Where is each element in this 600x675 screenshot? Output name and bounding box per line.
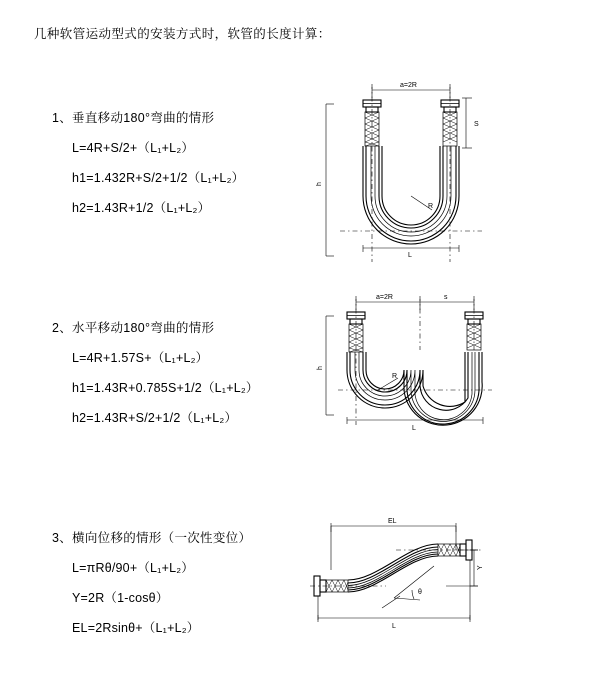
section-2-formula-3: h2=1.43R+S/2+1/2（L₁+L₂） — [72, 411, 238, 425]
svg-text:L: L — [392, 623, 396, 630]
section-2-text — [52, 318, 302, 426]
page-title: 几种软管运动型式的安装方式时，软管的长度计算： — [34, 27, 331, 41]
lateral-offset-diagram — [296, 510, 496, 640]
section-1-text — [52, 108, 302, 216]
svg-text:a=2R: a=2R — [400, 82, 417, 89]
svg-text:R: R — [428, 203, 434, 210]
horizontal-180-bend-diagram — [316, 290, 501, 450]
svg-text:s: s — [444, 294, 448, 301]
section-3-title: 3、横向位移的情形（一次性变位） — [52, 531, 252, 545]
section-1-formula-1: L=4R+S/2+（L₁+L₂） — [72, 141, 195, 155]
svg-text:h: h — [316, 182, 323, 186]
svg-text:L: L — [408, 252, 412, 259]
section-3-formula-3: EL=2Rsinθ+（L₁+L₂） — [72, 621, 200, 635]
svg-text:Y: Y — [477, 565, 484, 570]
svg-text:L: L — [412, 425, 416, 432]
section-1-formula-2: h1=1.432R+S/2+1/2（L₁+L₂） — [72, 171, 245, 185]
svg-text:θ: θ — [418, 589, 422, 596]
section-2-formula-1: L=4R+1.57S+（L₁+L₂） — [72, 351, 209, 365]
section-2-formula-2: h1=1.43R+0.785S+1/2（L₁+L₂） — [72, 381, 259, 395]
svg-text:a=2R: a=2R — [376, 294, 393, 301]
section-1-title: 1、垂直移动180°弯曲的情形 — [52, 111, 215, 125]
vertical-180-bend-diagram — [316, 76, 496, 276]
svg-text:S: S — [474, 121, 479, 128]
section-2-title: 2、水平移动180°弯曲的情形 — [52, 321, 215, 335]
section-1-formula-3: h2=1.43R+1/2（L₁+L₂） — [72, 201, 211, 215]
svg-text:h: h — [317, 366, 324, 370]
svg-text:EL: EL — [388, 518, 397, 525]
svg-text:R: R — [392, 373, 398, 380]
section-3-formula-2: Y=2R（1-cosθ） — [72, 591, 169, 605]
section-3-text — [52, 528, 302, 636]
section-3-formula-1: L=πRθ/90+（L₁+L₂） — [72, 561, 195, 575]
